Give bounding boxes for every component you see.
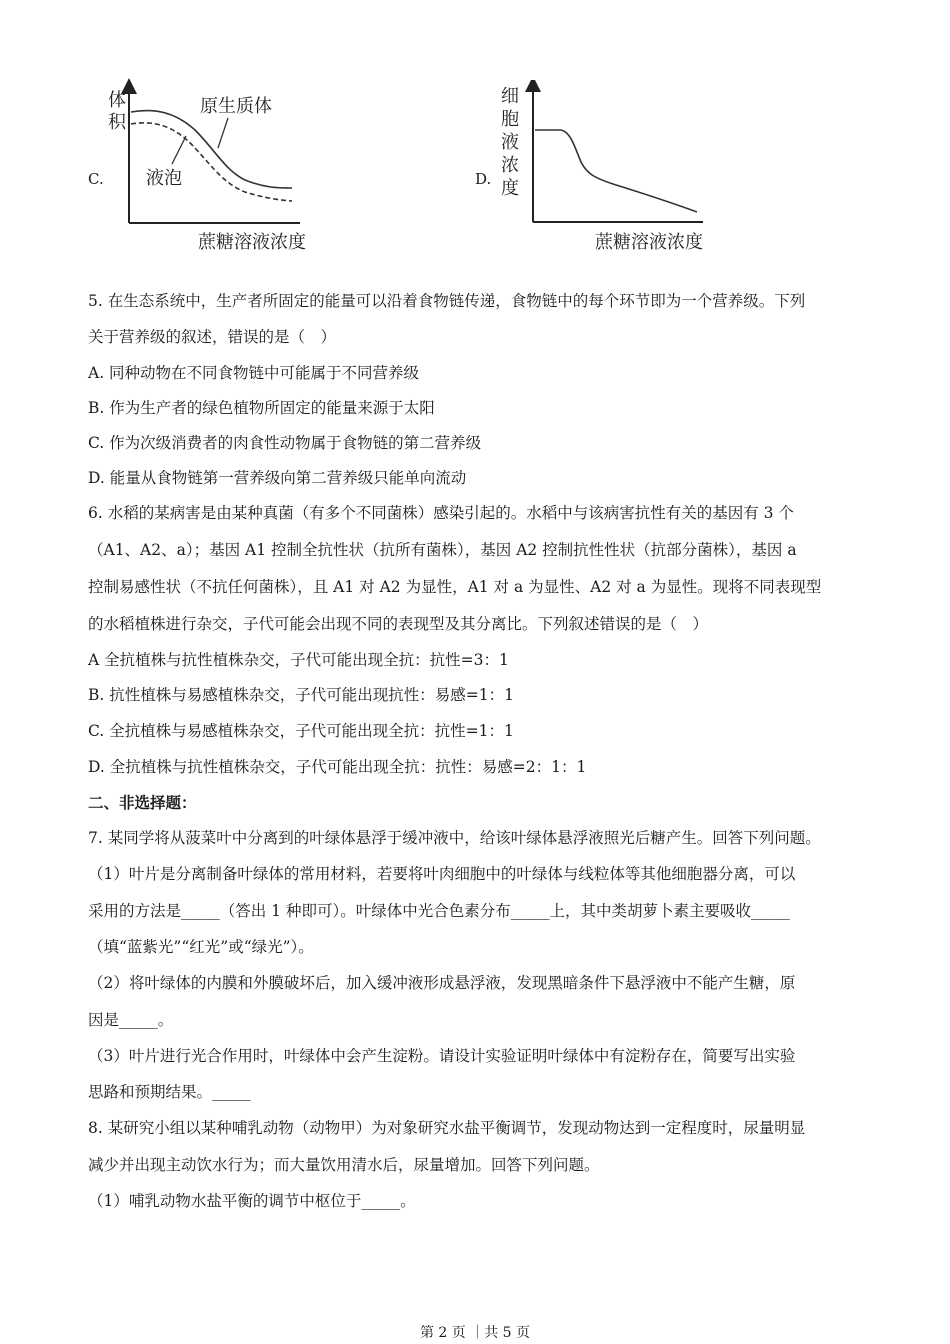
q6-stem-line-4: 的水稻植株进行杂交，子代可能会出现不同的表现型及其分离比。下列叙述错误的是（ ） [88, 615, 709, 633]
option-d-label: D. [475, 170, 492, 188]
option-c-label: C. [88, 170, 104, 188]
q7-stem: 7. 某同学将从菠菜叶中分离到的叶绿体悬浮于缓冲液中，给该叶绿体悬浮液照光后糖产生。回答下列问题。 [88, 829, 821, 847]
figure-d-concentration-chart [495, 80, 720, 260]
q6-option-d: D. 全抗植株与抗性植株杂交，子代可能出现全抗：抗性：易感=2：1：1 [88, 758, 587, 776]
q7-part1-line-2: 采用的方法是_____（答出 1 种即可）。叶绿体中光合色素分布_____上，其中类胡萝卜素主要吸收_____ [88, 902, 790, 920]
figure-c-vacuole-pointer [172, 136, 186, 164]
q6-option-a: A 全抗植株与抗性植株杂交，子代可能出现全抗：抗性=3：1 [88, 651, 509, 669]
figure-c-x-label: 蔗糖溶液浓度 [198, 232, 306, 253]
q6-stem-line-1: 6. 水稻的某病害是由某种真菌（有多个不同菌株）感染引起的。水稻中与该病害抗性有关的基因有 3 个 [88, 504, 794, 522]
figure-c-volume-chart [100, 78, 320, 258]
figure-d-y-label-3: 液 [501, 132, 519, 153]
figure-d-y-label-2: 胞 [501, 109, 519, 130]
q5-stem-line-1: 5. 在生态系统中，生产者所固定的能量可以沿着食物链传递，食物链中的每个环节即为一个营养级。下列 [88, 292, 806, 310]
q6-option-b: B. 抗性植株与易感植株杂交，子代可能出现抗性：易感=1：1 [88, 686, 514, 704]
q7-part3-line-1: （3）叶片进行光合作用时，叶绿体中会产生淀粉。请设计实验证明叶绿体中有淀粉存在，简要写出实验 [88, 1047, 796, 1065]
q5-option-b: B. 作为生产者的绿色植物所固定的能量来源于太阳 [88, 399, 435, 417]
q6-option-c: C. 全抗植株与易感植株杂交，子代可能出现全抗：抗性=1：1 [88, 722, 514, 740]
q5-option-c: C. 作为次级消费者的肉食性动物属于食物链的第二营养级 [88, 434, 482, 452]
figure-d-y-label-5: 度 [501, 178, 519, 199]
figure-d-x-label: 蔗糖溶液浓度 [595, 232, 703, 253]
figure-c-protoplast-pointer [218, 118, 228, 148]
q7-part1-line-3: （填“蓝紫光”“红光”或“绿光”）。 [88, 938, 314, 956]
q5-option-d: D. 能量从食物链第一营养级向第二营养级只能单向流动 [88, 469, 467, 487]
figure-c-y-label-1: 体 [108, 90, 126, 111]
q8-part1: （1）哺乳动物水盐平衡的调节中枢位于_____。 [88, 1192, 416, 1210]
q7-part3-line-2: 思路和预期结果。_____ [88, 1083, 251, 1101]
q7-part2-line-2: 因是_____。 [88, 1011, 174, 1029]
q8-stem-line-1: 8. 某研究小组以某种哺乳动物（动物甲）为对象研究水盐平衡调节，发现动物达到一定程度时，尿量明显 [88, 1119, 806, 1137]
q7-part2-line-1: （2）将叶绿体的内膜和外膜破坏后，加入缓冲液形成悬浮液，发现黑暗条件下悬浮液中不能产生糖，原 [88, 974, 796, 992]
figure-c-vacuole-curve [131, 123, 292, 201]
figure-c-y-label-2: 积 [108, 112, 126, 133]
q6-stem-line-2: （A1、A2、a）；基因 A1 控制全抗性状（抗所有菌株），基因 A2 控制抗性性状（抗部分菌株），基因 a [88, 541, 797, 559]
figure-c-vacuole-label: 液泡 [146, 168, 182, 189]
q6-stem-line-3: 控制易感性状（不抗任何菌株），且 A1 对 A2 为显性，A1 对 a 为显性、A2 对 a 为显性。现将不同表现型 [88, 578, 822, 596]
section-heading: 二、非选择题： [88, 794, 197, 812]
q7-part1-line-1: （1）叶片是分离制备叶绿体的常用材料，若要将叶肉细胞中的叶绿体与线粒体等其他细胞器分离，可以 [88, 865, 796, 883]
figure-d-y-label-1: 细 [501, 86, 519, 107]
figure-d-curve [535, 130, 697, 212]
figure-d-y-label-4: 浓 [501, 155, 519, 176]
q5-stem-line-2: 关于营养级的叙述，错误的是（ ） [88, 328, 337, 346]
q5-option-a: A. 同种动物在不同食物链中可能属于不同营养级 [88, 364, 420, 382]
page-footer: 第 2 页 ｜共 5 页 [419, 1325, 531, 1341]
q8-stem-line-2: 减少并出现主动饮水行为；而大量饮用清水后，尿量增加。回答下列问题。 [88, 1156, 600, 1174]
figure-c-protoplast-label: 原生质体 [200, 96, 272, 117]
